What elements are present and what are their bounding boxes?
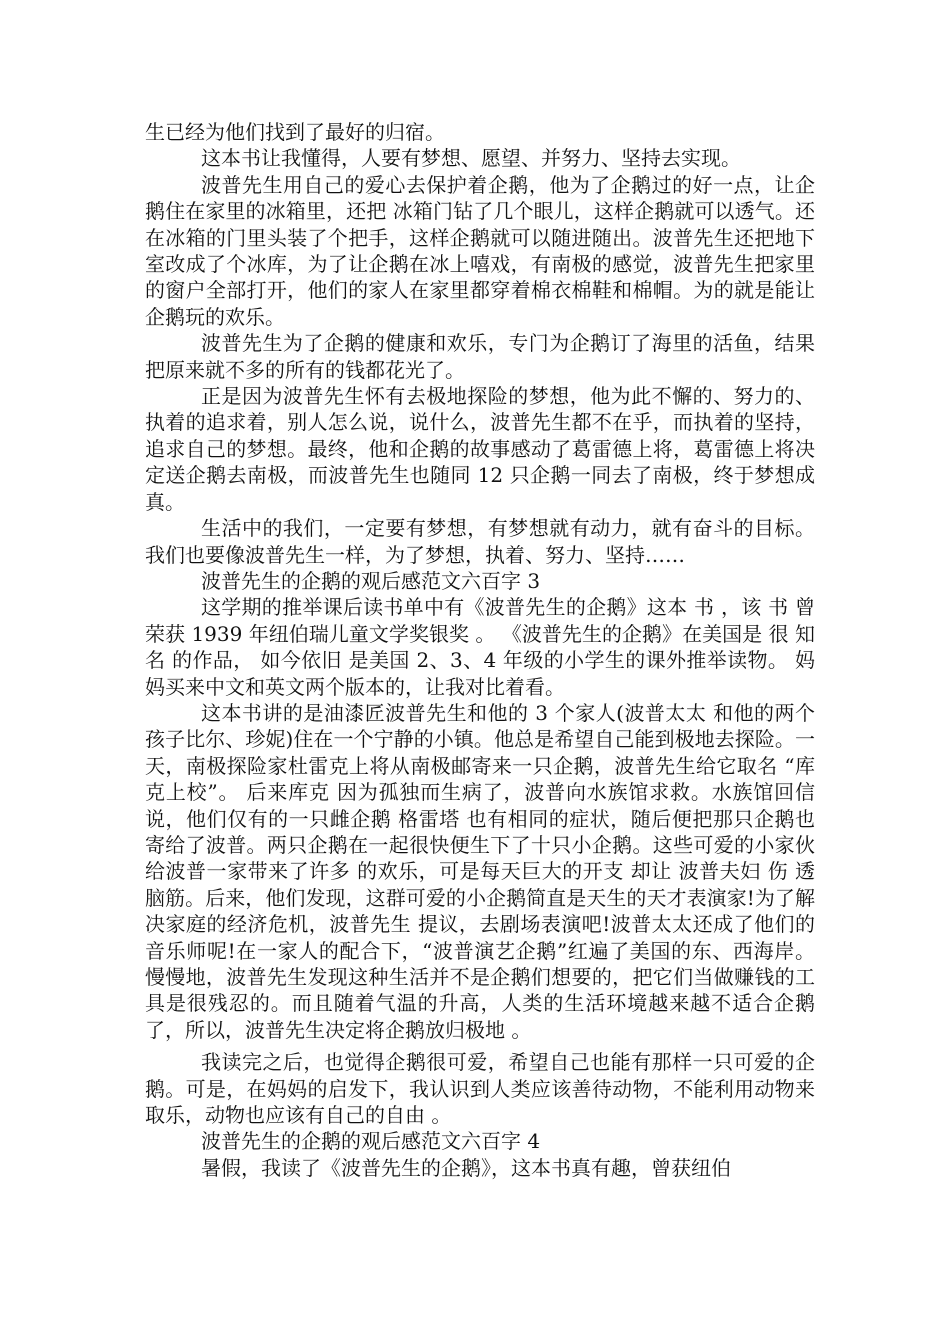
section-heading-4: 波普先生的企鹅的观后感范文六百字 4 bbox=[201, 1129, 541, 1154]
paragraph-2: 这本书让我懂得，人要有梦想、愿望、并努力、坚持去实现。 bbox=[201, 146, 741, 171]
paragraph-5: 正是因为波普先生怀有去极地探险的梦想，他为此不懈的、努力的、执着的追求着，别人怎么说，说什么，波普先生都不在乎，而执着的坚持，追求自己的梦想。最终，他和企鹅的故事感动了葛雷德上将，葛雷德上将决定送企鹅去南极，而波普先生也随同 12 只企鹅一同去了南极，终于梦想成真。 bbox=[145, 384, 815, 514]
paragraph-4: 波普先生为了企鹅的健康和欢乐，专门为企鹅订了海里的活鱼，结果把原来就不多的所有的钱都花光了。 bbox=[145, 331, 815, 382]
paragraph-10: 暑假，我读了《波普先生的企鹅》，这本书真有趣，曾获纽伯 bbox=[201, 1155, 731, 1180]
paragraph-6: 生活中的我们，一定要有梦想，有梦想就有动力，就有奋斗的目标。我们也要像波普先生一样，为了梦想，执着、努力、坚持…… bbox=[145, 516, 815, 567]
section-heading-3: 波普先生的企鹅的观后感范文六百字 3 bbox=[201, 568, 541, 593]
paragraph-9: 我读完之后，也觉得企鹅很可爱，希望自己也能有那样一只可爱的企鹅。可是，在妈妈的启发下，我认识到人类应该善待动物，不能利用动物来取乐，动物也应该有自己的自由 。 bbox=[145, 1050, 815, 1128]
paragraph-3: 波普先生用自己的爱心去保护着企鹅，他为了企鹅过的好一点，让企鹅住在家里的冰箱里，还把 冰箱门钻了几个眼儿，这样企鹅就可以透气。还在冰箱的门里头装了个把手，这样企鹅就可以随进随出。波普先生还把地下室改成了个冰库，为了让企鹅在冰上嘻戏，有南极的感觉，波普先生把家里的窗户全部打开，他们的家人在家里都穿着棉衣棉鞋和棉帽。为的就是能让企鹅玩的欢乐。 bbox=[145, 172, 815, 329]
paragraph-8: 这本书讲的是油漆匠波普先生和他的 3 个家人(波普太太 和他的两个孩子比尔、珍妮)住在一个宁静的小镇。他总是希望自己能到极地去探险。一天，南极探险家杜雷克上将从南极邮寄来一只企鹅，波普先生给它取名 “库克上校”。 后来库克 因为孤独而生病了，波普向水族馆求救。水族馆回信说，他们仅有的一只雌企鹅 格雷塔 也有相同的症状，随后便把那只企鹅也寄给了波普。两只企鹅在一起很快便生下了十只小企鹅。这些可爱的小家伙给波普一家带来了许多 的欢乐，可是每天巨大的开支 却让 波普夫妇 伤 透脑筋。后来，他们发现，这群可爱的小企鹅简直是天生的天才表演家!为了解决家庭的经济危机，波普先生 提议，去剧场表演吧!波普太太还成了他们的音乐师呢!在一家人的配合下，“波普演艺企鹅”红遍了美国的东、西海岸。 慢慢地，波普先生发现这种生活并不是企鹅们想要的，把它们当做赚钱的工具是很残忍的。而且随着气温的升高，人类的生活环境越来越不适合企鹅了，所以，波普先生决定将企鹅放归极地 。 bbox=[145, 700, 815, 1042]
paragraph-1: 生已经为他们找到了最好的归宿。 bbox=[145, 120, 445, 144]
document-page bbox=[145, 119, 815, 1181]
paragraph-7: 这学期的推举课后读书单中有《波普先生的企鹅》这本 书 ，该 书 曾 荣获 1939 年纽伯瑞儿童文学奖银奖 。 《波普先生的企鹅》在美国是 很 知名 的作品， 如今依旧 是美国 2、3、4 年级的小学生的课外推举读物。 妈妈买来中文和英文两个版本的，让我对比着看。 bbox=[145, 595, 815, 699]
